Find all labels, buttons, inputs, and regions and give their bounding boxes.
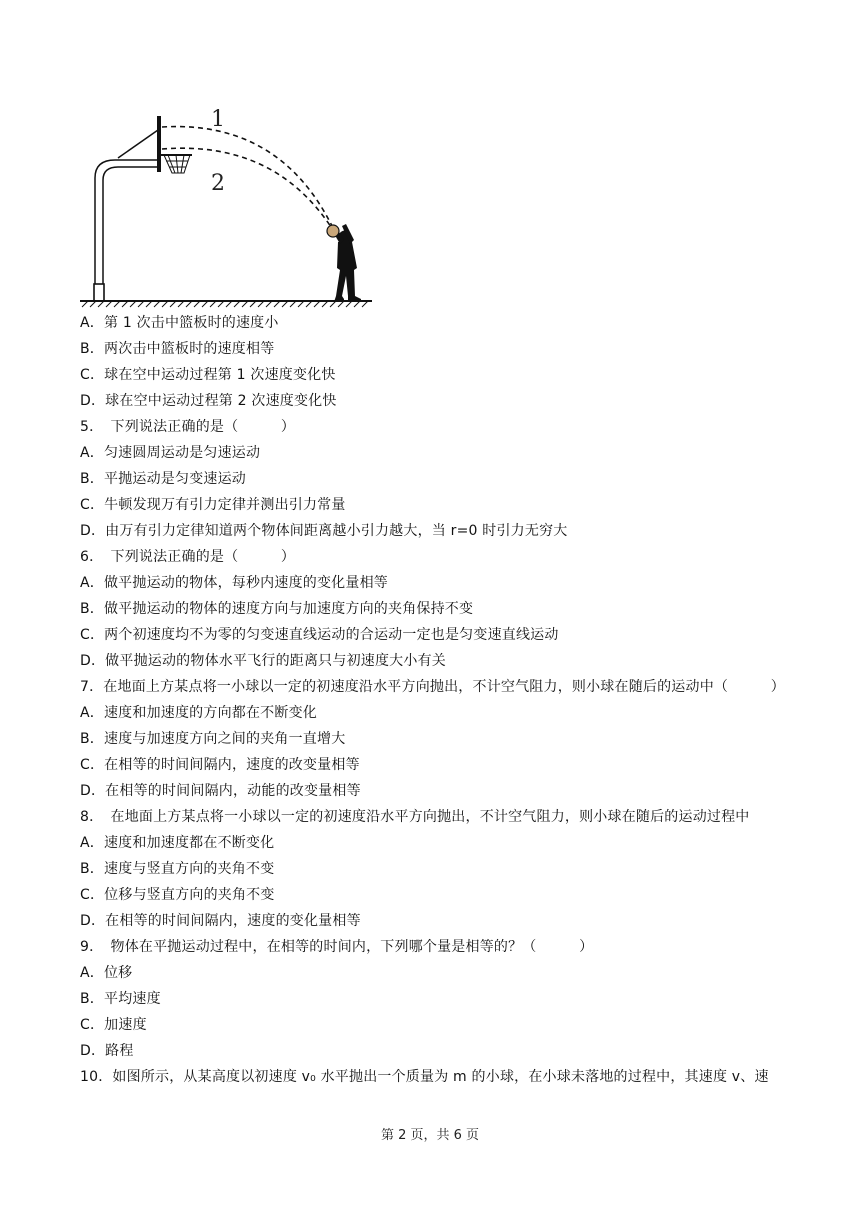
text-line: C．加速度 xyxy=(80,1017,147,1033)
text-line: D．在相等的时间间隔内，动能的改变量相等 xyxy=(80,783,361,799)
text-line: D．路程 xyxy=(80,1043,134,1059)
hoop-net xyxy=(164,155,190,173)
text-line: D．做平抛运动的物体水平飞行的距离只与初速度大小有关 xyxy=(80,653,446,669)
question-9-stem: 9． 物体在平抛运动过程中，在相等的时间内，下列哪个量是相等的？（ ） xyxy=(80,939,594,955)
question-text xyxy=(80,310,810,1090)
trajectory-2 xyxy=(162,148,333,230)
text-line: A．速度和加速度的方向都在不断变化 xyxy=(80,705,317,721)
basketball-diagram xyxy=(80,100,380,312)
pole-brace xyxy=(118,130,158,158)
pole-inner xyxy=(103,167,158,284)
trajectory-label-2: 2 xyxy=(211,171,225,196)
trajectory-label-1: 1 xyxy=(211,107,225,132)
pole-outer xyxy=(95,160,158,284)
text-line: D．在相等的时间间隔内，速度的变化量相等 xyxy=(80,913,361,929)
question-7-stem: 7．在地面上方某点将一小球以一定的初速度沿水平方向抛出，不计空气阻力，则小球在随后的运动中（ ） xyxy=(80,679,785,695)
text-line: D．由万有引力定律知道两个物体间距离越小引力越大，当 r=0 时引力无穷大 xyxy=(80,523,568,539)
text-line: C．牛顿发现万有引力定律并测出引力常量 xyxy=(80,497,346,513)
trajectory-1 xyxy=(162,127,333,228)
text-line: A．位移 xyxy=(80,965,133,981)
question-6-stem: 6． 下列说法正确的是（ ） xyxy=(80,549,296,565)
question-5-stem: 5． 下列说法正确的是（ ） xyxy=(80,419,296,435)
question-8-stem: 8． 在地面上方某点将一小球以一定的初速度沿水平方向抛出，不计空气阻力，则小球在随后的运动过程中 xyxy=(80,809,750,825)
text-line: A．第 1 次击中篮板时的速度小 xyxy=(80,315,279,331)
backboard xyxy=(157,116,161,172)
text-line: C．球在空中运动过程第 1 次速度变化快 xyxy=(80,367,336,383)
text-line: A．做平抛运动的物体，每秒内速度的变化量相等 xyxy=(80,575,388,591)
page-footer: 第 2 页，共 6 页 xyxy=(380,1128,480,1143)
text-line: B．速度与竖直方向的夹角不变 xyxy=(80,861,275,877)
text-line: C．在相等的时间间隔内，速度的改变量相等 xyxy=(80,757,360,773)
text-line: B．平抛运动是匀变速运动 xyxy=(80,471,247,487)
text-line: B．平均速度 xyxy=(80,991,161,1007)
basketball-figure xyxy=(80,100,380,312)
text-line: B．两次击中篮板时的速度相等 xyxy=(80,341,275,357)
text-line: A．速度和加速度都在不断变化 xyxy=(80,835,275,851)
text-line: C．两个初速度均不为零的匀变速直线运动的合运动一定也是匀变速直线运动 xyxy=(80,627,559,643)
text-line: D．球在空中运动过程第 2 次速度变化快 xyxy=(80,393,337,409)
question-10-stem: 10．如图所示，从某高度以初速度 v₀ 水平抛出一个质量为 m 的小球，在小球未落地的过程中，其速度 v、速 xyxy=(80,1069,769,1085)
text-line: B．速度与加速度方向之间的夹角一直增大 xyxy=(80,731,346,747)
text-line: A．匀速圆周运动是匀速运动 xyxy=(80,445,261,461)
text-line: B．做平抛运动的物体的速度方向与加速度方向的夹角保持不变 xyxy=(80,601,474,617)
text-line: C．位移与竖直方向的夹角不变 xyxy=(80,887,275,903)
pole-base xyxy=(94,284,104,301)
basketball-ball xyxy=(327,225,339,237)
